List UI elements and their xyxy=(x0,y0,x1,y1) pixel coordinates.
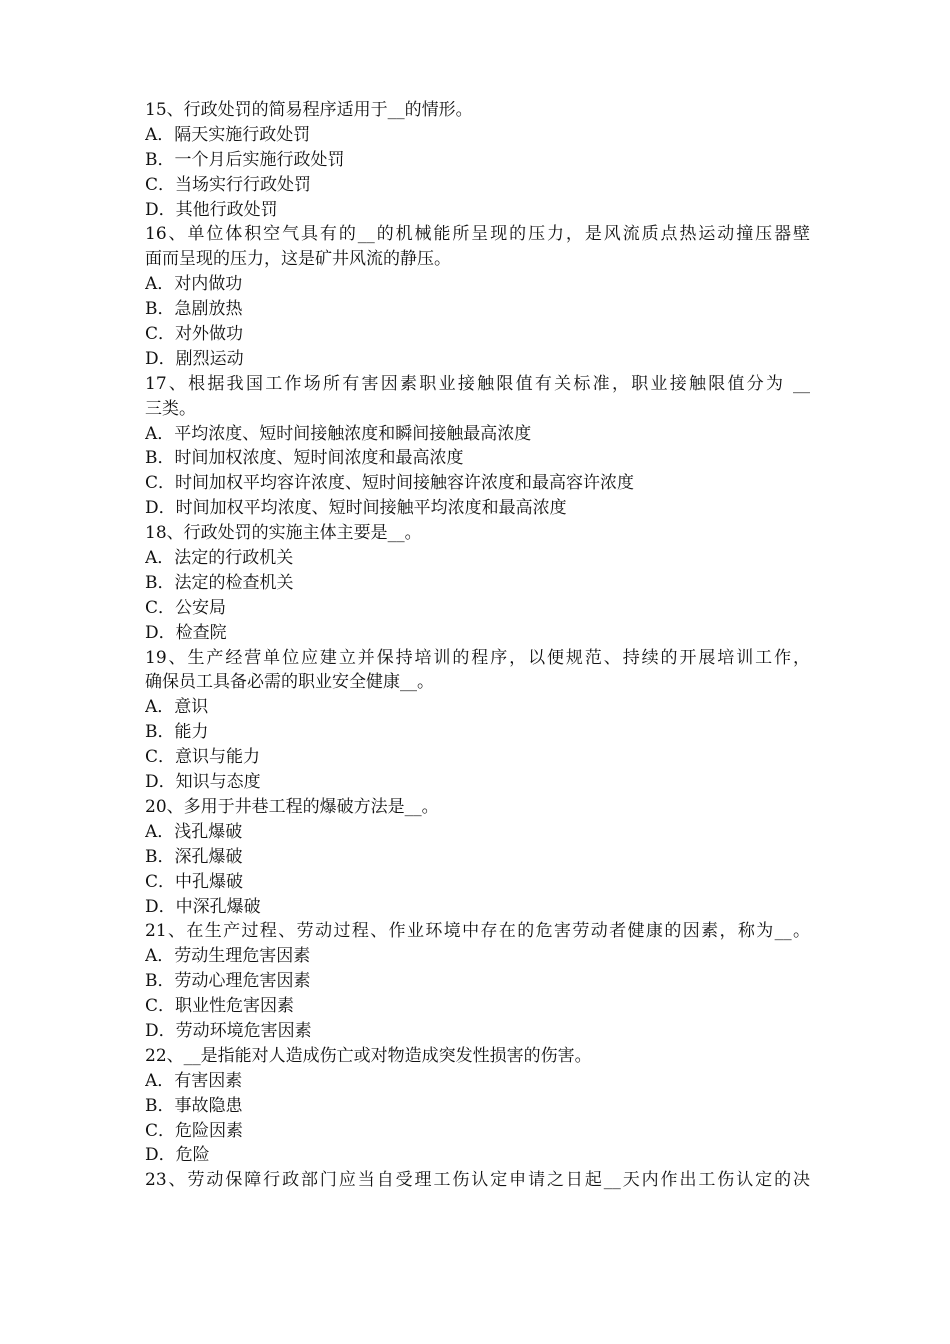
question-15-option-c: C．当场实行行政处罚 xyxy=(145,174,312,195)
question-19-stem-line-1: 19、生产经营单位应建立并保持培训的程序，以便规范、持续的开展培训工作， xyxy=(145,647,810,668)
question-17-option-c: C．时间加权平均容许浓度、短时间接触容许浓度和最高容许浓度 xyxy=(145,473,635,494)
question-19-option-b: B．能力 xyxy=(145,722,209,743)
question-23-stem-line-1: 23、劳动保障行政部门应当自受理工伤认定申请之日起__天内作出工伤认定的决 xyxy=(145,1170,810,1191)
question-15-option-b: B．一个月后实施行政处罚 xyxy=(145,149,345,170)
question-21-option-c: C．职业性危害因素 xyxy=(145,996,295,1017)
question-22-stem: 22、__是指能对人造成伤亡或对物造成突发性损害的伤害。 xyxy=(145,1045,592,1066)
question-18-stem: 18、行政处罚的实施主体主要是__。 xyxy=(145,523,422,544)
question-20-stem: 20、多用于井巷工程的爆破方法是__。 xyxy=(145,796,439,817)
question-19-option-d: D．知识与态度 xyxy=(145,772,261,793)
question-21-option-d: D．劳动环境危害因素 xyxy=(145,1020,312,1041)
question-20-option-c: C．中孔爆破 xyxy=(145,871,244,892)
question-22-option-c: C．危险因素 xyxy=(145,1120,244,1141)
question-19-option-a: A．意识 xyxy=(145,697,209,718)
question-20-option-d: D．中深孔爆破 xyxy=(145,896,261,917)
question-15-option-a: A．隔天实施行政处罚 xyxy=(145,124,311,145)
question-18-option-a: A．法定的行政机关 xyxy=(145,548,294,569)
question-17-option-d: D．时间加权平均浓度、短时间接触平均浓度和最高浓度 xyxy=(145,498,567,519)
question-16-option-d: D．剧烈运动 xyxy=(145,348,244,369)
question-19-option-c: C．意识与能力 xyxy=(145,747,261,768)
question-16-stem-line-1: 16、单位体积空气具有的__的机械能所呈现的压力，是风流质点热运动撞压器壁 xyxy=(145,224,810,245)
question-17-stem-line-2: 三类。 xyxy=(145,398,196,419)
question-15-option-d: D．其他行政处罚 xyxy=(145,199,278,220)
question-15-stem: 15、行政处罚的简易程序适用于__的情形。 xyxy=(145,100,473,120)
question-22-option-d: D．危险 xyxy=(145,1145,210,1166)
question-16-stem-line-2: 面而呈现的压力，这是矿井风流的静压。 xyxy=(145,249,451,270)
question-20-option-b: B．深孔爆破 xyxy=(145,846,243,867)
document-page xyxy=(145,98,810,1193)
question-18-option-b: B．法定的检查机关 xyxy=(145,572,294,593)
question-18-option-d: D．检查院 xyxy=(145,622,227,643)
question-21-option-b: B．劳动心理危害因素 xyxy=(145,971,311,992)
question-18-option-c: C．公安局 xyxy=(145,597,227,618)
question-16-option-c: C．对外做功 xyxy=(145,324,244,345)
question-22-option-b: B．事故隐患 xyxy=(145,1095,243,1116)
question-19-stem-line-2: 确保员工具备必需的职业安全健康__。 xyxy=(145,672,434,693)
question-20-option-a: A．浅孔爆破 xyxy=(145,821,243,842)
question-16-option-b: B．急剧放热 xyxy=(145,299,243,320)
question-22-option-a: A．有害因素 xyxy=(145,1070,243,1091)
question-16-option-a: A．对内做功 xyxy=(145,274,243,295)
question-17-stem-line-1: 17、根据我国工作场所有害因素职业接触限值有关标准，职业接触限值分为 __ xyxy=(145,373,810,394)
question-17-option-b: B．时间加权浓度、短时间浓度和最高浓度 xyxy=(145,448,464,469)
question-17-option-a: A．平均浓度、短时间接触浓度和瞬间接触最高浓度 xyxy=(145,423,532,444)
question-21-option-a: A．劳动生理危害因素 xyxy=(145,946,311,967)
question-21-stem: 21、在生产过程、劳动过程、作业环境中存在的危害劳动者健康的因素，称为__。 xyxy=(145,921,810,942)
